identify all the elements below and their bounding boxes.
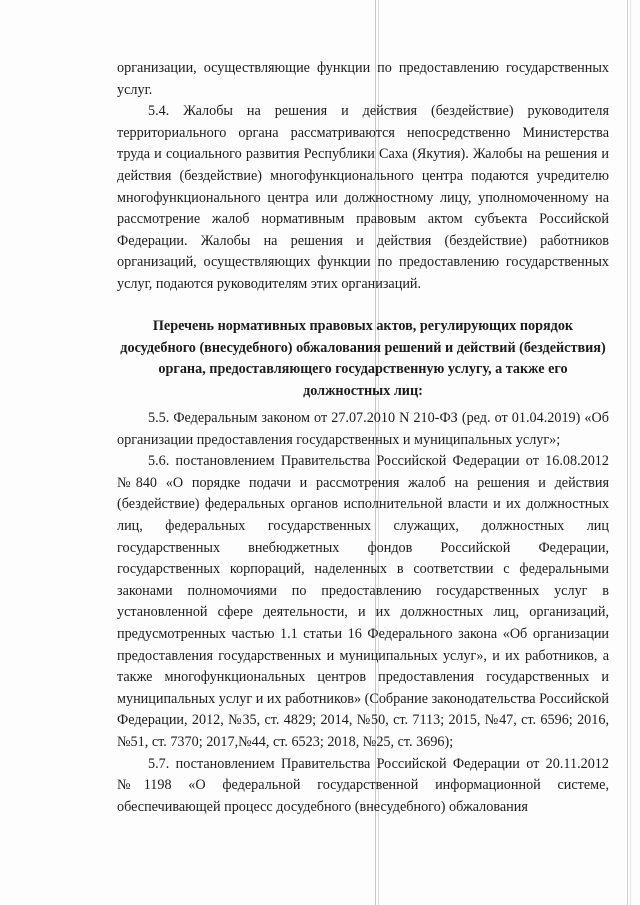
legal-acts-list (117, 408, 609, 818)
scan-edge-line (627, 0, 628, 905)
paragraph-5-6: 5.6. постановлением Правительства Российской Федерации от 16.08.2012 №840 «О порядке подачи и рассмотрения жалоб на решения и действия (бездействие) федеральных органов исполнительной власти и их должностных лиц, федеральных государственных служащих, должностных лиц государственных внебюджетных фондов Российской Федерации, государственных корпораций, наделенных в соответствии с федеральными законами полномочиями по предоставлению государственных услуг в установленной сфере деятельности, и их должностных лиц, организаций, предусмотренных частью 1.1 статьи 16 Федерального закона «Об организации предоставления государственных и муниципальных услуг», и их работников, а также многофункциональных центров предоставления государственных и муниципальных услуг и их работников» (Собрание законодательства Российской Федерации, 2012, №35, ст. 4829; 2014, №50, ст. 7113; 2015, №47, ст. 6596; 2016, №51, ст. 7370; 2017,№44, ст. 6523; 2018, №25, ст. 3696); (117, 453, 609, 750)
paragraph-5-4: 5.4. Жалобы на решения и действия (бездействие) руководителя территориального органа рассматриваются непосредственно Министерства труда и социального развития Республики Саха (Якутия). Жалобы на решения и действия (бездействие) многофункционального центра подаются учредителю многофункционального центра или должностному лицу, уполномоченному на рассмотрение жалоб нормативным правовым актом субъекта Российской Федерации. Жалобы на решения и действия (бездействие) работников организаций, осуществляющих функции по предоставлению государственных услуг, подаются руководителям этих организаций. (117, 103, 609, 292)
scan-edge-line (630, 0, 631, 905)
paragraph-5-7: 5.7. постановлением Правительства Российской Федерации от 20.11.2012 №1198 «О федеральной государственной информационной системе, обеспечивающей процесс досудебного (внесудебного) обжалования (117, 755, 609, 815)
heading-text: Перечень нормативных правовых актов, регулирующих порядок досудебного (внесудебного) обжалования решений и действий (бездействия) органа, предоставляющего государственную услугу, а также его должностных лиц: (120, 318, 606, 399)
paragraph-5-5: 5.5. Федеральным законом от 27.07.2010 N 210-ФЗ (ред. от 01.04.2019) «Об организации предоставления государственных и муниципальных услуг»; (117, 410, 609, 448)
continuation-paragraph: организации, осуществляющие функции по предоставлению государственных услуг. (117, 60, 609, 98)
top-text-block (117, 58, 609, 296)
section-heading (117, 316, 609, 402)
